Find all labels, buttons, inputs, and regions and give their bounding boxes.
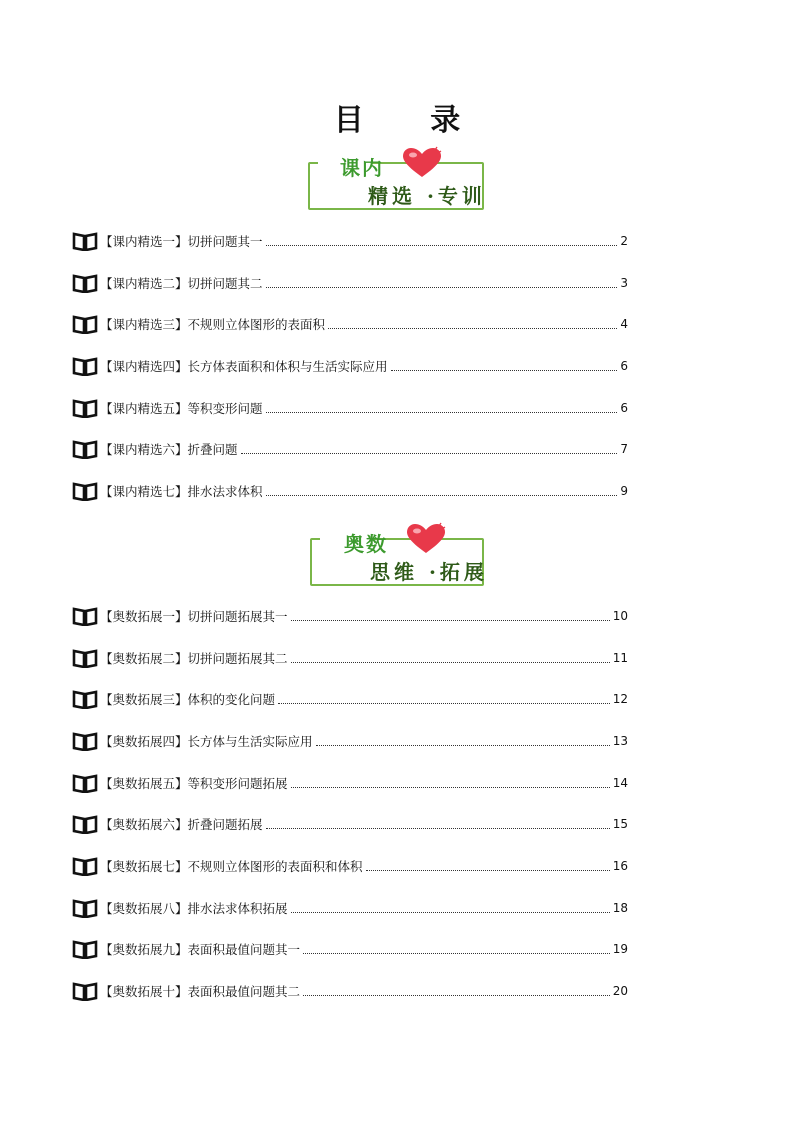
toc-entry[interactable] [72, 647, 628, 669]
toc-entry[interactable] [72, 813, 628, 835]
toc-entry[interactable] [72, 480, 628, 502]
toc-entry-page: 16 [612, 859, 628, 873]
toc-entry-page: 10 [612, 609, 628, 623]
toc-entry-label: 【课内精选四】 [100, 359, 188, 374]
section-header-kenei [0, 150, 794, 222]
toc-entry[interactable] [72, 313, 628, 335]
heart-icon [404, 522, 448, 556]
open-book-icon [72, 856, 98, 876]
toc-leader [391, 370, 618, 371]
heart-icon [400, 146, 444, 180]
toc-entry-label: 【奥数拓展七】 [100, 859, 188, 874]
toc-entry-title: 等积变形问题 [187, 401, 263, 416]
toc-leader [366, 870, 610, 871]
open-book-icon [72, 814, 98, 834]
toc-entry-title: 切拼问题拓展其一 [187, 609, 288, 624]
toc-entry-title: 长方体表面积和体积与生活实际应用 [187, 359, 388, 374]
toc-entry-page: 2 [620, 234, 628, 248]
toc-entry-title: 不规则立体图形的表面积和体积 [187, 859, 363, 874]
open-book-icon [72, 439, 98, 459]
toc-entry[interactable] [72, 897, 628, 919]
toc-leader [266, 412, 618, 413]
toc-entry-label: 【课内精选六】 [100, 442, 188, 457]
toc-leader [303, 953, 610, 954]
toc-entry-page: 3 [620, 276, 628, 290]
toc-entry-page: 13 [612, 734, 628, 748]
toc-entry-page: 12 [612, 692, 628, 706]
toc-entry[interactable] [72, 730, 628, 752]
toc-entry[interactable] [72, 438, 628, 460]
toc-entry-title: 排水法求体积拓展 [187, 901, 288, 916]
toc-entry-page: 6 [620, 359, 628, 373]
open-book-icon [72, 481, 98, 501]
toc-leader [291, 662, 610, 663]
toc-entry-label: 【课内精选三】 [100, 317, 188, 332]
toc-leader [291, 787, 610, 788]
toc-entry-label: 【课内精选七】 [100, 484, 188, 499]
toc-entry-label: 【奥数拓展十】 [100, 984, 188, 999]
toc-entry[interactable] [72, 355, 628, 377]
toc-entry-title: 排水法求体积 [187, 484, 263, 499]
toc-entry[interactable] [72, 272, 628, 294]
toc-entry[interactable] [72, 688, 628, 710]
open-book-icon [72, 231, 98, 251]
section-header-word1: 课内 [340, 156, 384, 180]
toc-entry-label: 【奥数拓展二】 [100, 651, 188, 666]
toc-entry-page: 4 [620, 317, 628, 331]
toc-entry-label: 【奥数拓展一】 [100, 609, 188, 624]
toc-entry-label: 【奥数拓展四】 [100, 734, 188, 749]
toc-entry-title: 不规则立体图形的表面积 [187, 317, 326, 332]
toc-leader [291, 912, 610, 913]
open-book-icon [72, 898, 98, 918]
open-book-icon [72, 939, 98, 959]
toc-entry-page: 9 [620, 484, 628, 498]
toc-entry-page: 19 [612, 942, 628, 956]
toc-entry-page: 20 [612, 984, 628, 998]
toc-entry-title: 切拼问题其一 [187, 234, 263, 249]
open-book-icon [72, 398, 98, 418]
toc-entry-title: 切拼问题其二 [187, 276, 263, 291]
open-book-icon [72, 981, 98, 1001]
toc-leader [266, 828, 610, 829]
toc-leader [316, 745, 610, 746]
toc-leader [303, 995, 610, 996]
open-book-icon [72, 314, 98, 334]
toc-leader [266, 287, 618, 288]
toc-leader [241, 453, 618, 454]
toc-entry-page: 11 [612, 651, 628, 665]
page-title: 目 录 [333, 103, 489, 138]
toc-entry-label: 【课内精选二】 [100, 276, 188, 291]
section-header-word2: 精选 ·专训 [368, 184, 486, 208]
toc-entry-title: 表面积最值问题其二 [187, 984, 301, 999]
open-book-icon [72, 606, 98, 626]
toc-entry-label: 【奥数拓展六】 [100, 817, 188, 832]
toc-entry-label: 【奥数拓展五】 [100, 776, 188, 791]
section-header-word1: 奥数 [344, 532, 388, 556]
section-header-aoshu [0, 524, 794, 596]
toc-entry[interactable] [72, 938, 628, 960]
toc-entry-title: 体积的变化问题 [187, 692, 276, 707]
toc-entry[interactable] [72, 605, 628, 627]
open-book-icon [72, 356, 98, 376]
open-book-icon [72, 648, 98, 668]
toc-entry[interactable] [72, 230, 628, 252]
open-book-icon [72, 273, 98, 293]
toc-leader [291, 620, 610, 621]
toc-leader [266, 245, 618, 246]
open-book-icon [72, 773, 98, 793]
toc-entry-page: 18 [612, 901, 628, 915]
toc-entry[interactable] [72, 397, 628, 419]
toc-entry-title: 折叠问题拓展 [187, 817, 263, 832]
toc-entry-title: 切拼问题拓展其二 [187, 651, 288, 666]
toc-entry-title: 长方体与生活实际应用 [187, 734, 313, 749]
toc-entry-label: 【课内精选一】 [100, 234, 188, 249]
section-header-word2: 思维 ·拓展 [370, 560, 488, 584]
toc-entry-title: 折叠问题 [187, 442, 238, 457]
toc-leader [328, 328, 617, 329]
open-book-icon [72, 731, 98, 751]
toc-entry[interactable] [72, 855, 628, 877]
toc-entry-label: 【课内精选五】 [100, 401, 188, 416]
toc-entry-page: 6 [620, 401, 628, 415]
toc-entry[interactable] [72, 772, 628, 794]
toc-entry-label: 【奥数拓展八】 [100, 901, 188, 916]
toc-entry-page: 15 [612, 817, 628, 831]
toc-leader [278, 703, 610, 704]
toc-entry[interactable] [72, 980, 628, 1002]
toc-entry-title: 表面积最值问题其一 [187, 942, 301, 957]
toc-entry-title: 等积变形问题拓展 [187, 776, 288, 791]
toc-entry-page: 7 [620, 442, 628, 456]
toc-entry-page: 14 [612, 776, 628, 790]
open-book-icon [72, 689, 98, 709]
toc-entry-label: 【奥数拓展三】 [100, 692, 188, 707]
toc-entry-label: 【奥数拓展九】 [100, 942, 188, 957]
toc-leader [266, 495, 618, 496]
